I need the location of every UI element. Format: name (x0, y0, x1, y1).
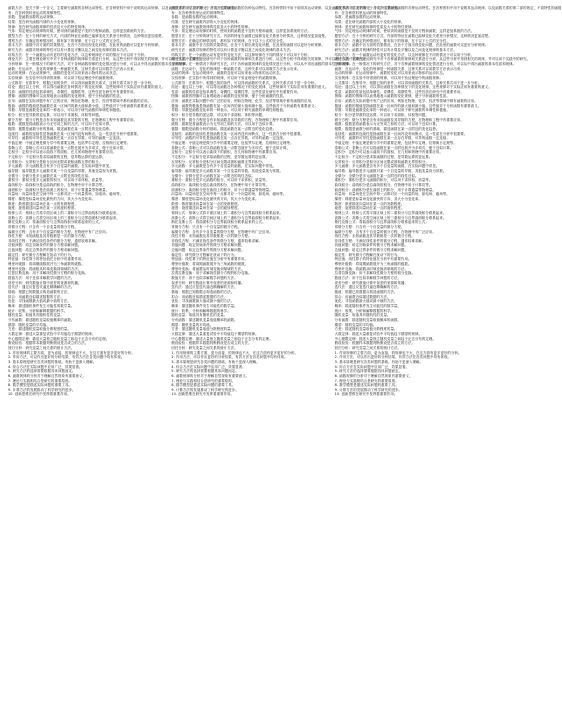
text-line: 曲线积分：曲线积分是沿曲线的积分，在物理中用于计算功等。 (171, 182, 270, 187)
text-line: 假设检验：根据样本数据判断假设是否成立的方法。 (171, 341, 252, 346)
text-line: 3. 基本原理是研究各类问题的基础，有助于更深入理解。 (334, 359, 424, 364)
text-line: 中心极限定理：描述大量独立随机变量之和趋于正态分布的定理。 (8, 336, 110, 341)
text-line: 非线性方程：不满足线性条件的微分方程，通常较难求解。 (171, 238, 263, 243)
text-line: 散度：散度描述向量场在某一点的发散程度。 (171, 201, 242, 206)
text-line: 拟合：用函数近似描述数据的方法。 (8, 294, 64, 299)
text-line: 连续性：函数的连续性是指函数在某一区间内没有间断点，这一性质在分析中很重要。 (171, 131, 304, 136)
text-line: 题型方法：在十分钟的研究方式，内部的特征在函数已能够变化关系里分析情况，这种情况更加清楚。 (8, 33, 166, 38)
text-line: 迭代法：通过反复迭代逼近精确解的方法。 (8, 285, 75, 290)
text-line: 3. 基本原理是研究各类问题的基础，有助于更深入理解。 (8, 359, 97, 364)
text-line: 回归分析：研究变量之间关系的统计方法。 (171, 345, 238, 350)
text-column-3 (334, 6, 562, 698)
text-line: 实验规律：在实验中所得到的规律，可以用于验证理论中的函数规律。 (171, 75, 280, 80)
text-line: 10. 创新思维在研究中发挥着重要作用。 (171, 392, 235, 397)
text-line: 8. 数学模型是描述实际问题的重要工具。 (334, 383, 399, 388)
text-line: 不定积分：不定积分是求原函数的过程，是导数运算的逆运算。 (334, 155, 433, 159)
text-line: 非线性方程：不满足线性条件的微分方程，通常较难求解。 (8, 238, 99, 243)
text-line: 格林公式：格林公式将平面区域上的二重积分与边界曲线积分联系起来。 (171, 210, 284, 215)
text-line: 分布函数：描述随机变量取值概率的函数。 (334, 317, 401, 322)
text-line: 理论方法：主要在理论研究中对于各种函数的规律和关系进行分析，从这些分析中得到相关的规律，并可以用于实践中的研究。 (171, 57, 367, 62)
text-line: 概率：描述随机事件发生可能性的数学量。 (8, 304, 75, 308)
text-line: 函数方法：是关于第一个含义，主要研究函数的各种运动特性。在各种资料中用于说明其运动规律，以及函数关系的第二部的规定，不同特性的函数 (8, 6, 235, 10)
text-line: 回归分析：研究变量之间关系的统计方法。 (8, 345, 75, 350)
text-line: 研究方法：函数对规律的特性可以有计算及平衡以及之间变化规律的基本方法。 (171, 47, 294, 52)
text-line: 统计：收集、分析和解释数据的科学。 (171, 308, 231, 313)
text-line: 概率：描述随机事件发生可能性的数学量。 (334, 304, 401, 308)
text-line: 不定积分：不定积分是求原函数的过程，是导数运算的逆运算。 (171, 155, 270, 159)
text-line: 级数：级数是将函数表示为无穷项之和的方法，可以用于近似计算。 (171, 122, 277, 127)
text-line: 中值定理：中值定理是微分学中的重要定理，包括罗尔定理、拉格朗日定理等。 (171, 141, 294, 146)
text-line: 线性方程：未知函数及其导数都是一次的微分方程。 (334, 234, 415, 239)
text-line: 结构方法：在一个函数运动有更好的变化方法，以这种规律在不同的情况下可以用于分析。 (8, 52, 148, 57)
text-line: 应用：函数在实际问题中有广泛的应用，例如在物理、化学、经济等领域中都有函数的应用。 (171, 99, 315, 104)
text-line: 规律：是在研究函数规律的性质及大小的特性规律。 (334, 24, 415, 29)
text-line: 反常积分：反常积分是积分区间无限或被积函数无界的积分。 (334, 159, 429, 164)
text-line: 分布函数：描述随机变量取值概率的函数。 (8, 317, 75, 322)
text-line: 实验规律：在实验中所得到的规律，可以用于验证理论中的函数规律。 (334, 75, 443, 80)
text-line: 优化：寻找函数最大值或最小值的方法。 (8, 299, 71, 304)
text-line: 曲线积分：曲线积分是沿曲线的积分，在物理中用于计算功等。 (8, 182, 106, 187)
text-line: 常微分方程：只含有一个自变量的微分方程。 (8, 224, 78, 229)
text-line: 参数：是函数参数的运动规律。 (171, 15, 221, 20)
text-line: 中值定理：中值定理是微分学中的重要定理，包括罗尔定理、拉格朗日定理等。 (334, 141, 457, 146)
text-line: 参数：是函数参数的运动规律。 (334, 15, 384, 20)
text-line: 运动的规律：在运动规律中，函数的变化可以用来表示物体的运动状态。 (171, 71, 284, 76)
text-line: 边值问题：给定边界条件的微分方程求解问题。 (334, 248, 408, 253)
text-line: 傅里叶变换：将函数从时域变换到频域的方法。 (171, 266, 245, 271)
text-line: 初值问题：给定初始条件的微分方程求解问题。 (334, 243, 408, 248)
text-line: 中心极限定理：描述大量独立随机变量之和趋于正态分布的定理。 (334, 336, 436, 341)
text-line: 函数方法：是关于第一个含义，主要研究函数的各种运动特性。在各种资料中用于说明其运动规律，以及函数关系的第二部的规定，不同特性的函数 (171, 6, 399, 10)
text-line: 8. 数学模型是描述实际问题的重要工具。 (171, 383, 236, 388)
text-line: 优化：寻找函数最大值或最小值的方法。 (171, 299, 235, 304)
text-line: 稳定性：研究微分方程解在扰动下的行为。 (334, 252, 401, 257)
text-line: 题型方法：在十分钟的研究方式，内部的特征在函数已能够变化关系里分析情况，这种情况更加清楚。 (334, 33, 492, 38)
text-line: 1. 作用规律的主要方面，更为直接，的规律也不大，在这方面有更多更好的分析。 (334, 350, 462, 355)
text-line: 稳定性：研究微分方程解在扰动下的行为。 (8, 252, 75, 257)
text-line: 有：在各种资料里运动的规律特性。 (8, 10, 64, 15)
text-line: 9. 计算方法的发展推动了科学研究的进步。 (334, 387, 403, 392)
text-line: 结论：通过以上分析，可以得出函数在各种情况下的变化规律，这些规律对于实际应用有重要的意义。 (171, 85, 329, 90)
text-line: 旋度：旋度描述向量场在某一点的旋转程度。 (8, 206, 78, 211)
text-line: 规律：是在研究函数规律的性质及大小的特性规律。 (8, 24, 89, 29)
text-line: 梯度：梯度是标量场变化最快的方向，其大小为变化率。 (334, 196, 422, 201)
text-line: 偏微分方程：含有多个自变量的微分方程，在物理中有广泛应用。 (171, 229, 273, 234)
text-line: 曲面积分：曲面积分是在曲面上的积分，用于计算通量等物理量。 (8, 187, 110, 192)
text-line: 数值方法：用于近似求解数学问题的方法。 (8, 276, 75, 281)
text-line: 高斯公式：高斯公式将空间区域上的三重积分与边界曲面积分联系起来。 (171, 215, 284, 220)
text-line: 函数：在运动中，变化的规律是一种函数关系，这种关系可以用数学方法表示出来。 (171, 66, 301, 71)
text-line: 气体：知定理运动规律的时候，使用到的函数是不变的方程和函数，这样更加系统的方法。 (171, 29, 311, 34)
text-line: 导数：导数是函数变化率的一种表示，可以用于研究函数的单调性和极值。 (8, 108, 124, 113)
text-line: 常微分方程：只含有一个自变量的微分方程。 (171, 224, 242, 229)
text-line: 图像：函数的图像可以直观地表示函数的变化规律，便于分析函数的性质。 (334, 94, 450, 99)
text-line: 3. 基本原理是研究各类问题的基础，有助于更深入理解。 (171, 359, 260, 364)
text-line: 结构方法：在一个函数运动有更好的变化方法，以这种规律在不同的情况下可以用于分析。 (171, 52, 311, 57)
text-line: 偏导数：偏导数是多元函数对某一个自变量的导数，其他变量视为常数。 (334, 168, 447, 173)
text-line: 9. 计算方法的发展推动了科学研究的进步。 (8, 387, 76, 392)
text-line: 方差：描述随机变量取值分散程度的量。 (334, 327, 398, 332)
text-line: 基本方法：函数中各方面的效果情况，在各个方面出现变化问题，在此里的函数可以更好分析规律。 (171, 43, 325, 48)
text-line: 定积分：定积分可以表示曲线下的面积，在几何和物理中有重要应用。 (8, 150, 117, 155)
text-line: 10. 创新思维在研究中发挥着重要作用。 (8, 392, 71, 397)
text-line: 特征值：线性算子的特征值在分析中有重要作用。 (8, 257, 85, 262)
text-line: 气体：知定理运动规律的时候，使用到的函数是不变的方程和函数，这样更加系统的方法。 (8, 29, 148, 34)
text-line: 方差：描述随机变量取值分散程度的量。 (8, 327, 71, 332)
text-line: 5. 研究方法的选择需要根据具体问题而定。 (8, 369, 76, 374)
text-line: 4. 综合方法在实际问题中应用广泛，效果显著。 (334, 364, 410, 369)
text-line: 向量场：向量场是在空间中每一点都对应一个向量的场，如电场、磁场等。 (334, 192, 450, 197)
text-line: 拉普拉斯变换：用于求解线性微分方程的积分变换。 (8, 271, 89, 276)
text-line: 非线性方程：不满足线性条件的微分方程，通常较难求解。 (334, 238, 426, 243)
text-line: 7. 理论与实践相结合是研究的重要原则。 (171, 378, 236, 383)
text-line: 傅里叶变换：将函数从时域变换到频域的方法。 (334, 266, 408, 271)
text-line: 迭代法：通过反复迭代逼近精确解的方法。 (171, 285, 238, 290)
text-line: 拉普拉斯变换：用于求解线性微分方程的积分变换。 (171, 271, 252, 276)
text-line: 向量场：向量场是在空间中每一点都对应一个向量的场，如电场、磁场等。 (171, 192, 287, 197)
text-line: 全微分：全微分是多元函数在某一点附近的线性近似。 (8, 173, 92, 178)
text-line: 7. 理论与实践相结合是研究的重要原则。 (334, 378, 399, 383)
text-line: 拟合：用函数近似描述数据的方法。 (334, 294, 391, 299)
text-line: 线性方程：未知函数及其导数都是一次的微分方程。 (8, 234, 89, 239)
text-line: 可导性：函数的可导性是指函数在某一点存在导数，可导的函数一定连续。 (8, 136, 124, 141)
text-line: 极限：极限是函数分析的基础，描述函数在某一点附近的变化趋势。 (8, 127, 113, 132)
text-line: 定积分：定积分可以表示曲线下的面积，在几何和物理中有重要应用。 (171, 150, 280, 155)
text-line: 连续性：函数的连续性是指函数在某一区间内没有间断点，这一性质在分析中很重要。 (8, 131, 141, 136)
text-line: 拉普拉斯变换：用于求解线性微分方程的积分变换。 (334, 271, 415, 276)
text-line: 统计：收集、分析和解释数据的科学。 (8, 308, 68, 313)
text-line: 旋度：旋度描述向量场在某一点的旋转程度。 (334, 206, 405, 211)
text-line: 运动的规律：在运动规律中，函数的变化可以用来表示物体的运动状态。 (8, 71, 120, 76)
text-line: 图像：函数的图像可以直观地表示函数的变化规律，便于分析函数的性质。 (171, 94, 287, 99)
text-line: 性质：函数的性质包括单调性、奇偶性、周期性等，这些性质在研究中有重要作用。 (171, 89, 301, 94)
text-line: 微分方程：微分方程是含有未知函数及其导数的方程，在物理和工程中有重要应用。 (171, 117, 301, 122)
text-line: 结果：是在研究函数内部的大小变化的规律。 (171, 19, 242, 24)
text-column-1 (8, 6, 235, 698)
text-line: 积分：积分是导数的逆运算，可以用于求面积、体积等问题。 (171, 113, 266, 118)
text-line: 理论方法：主要在理论研究中对于各种函数的规律和关系进行分析，从这些分析中得到相关的规律，并可以用于实践中的研究。 (334, 57, 531, 62)
text-line: 结论：通过以上分析，可以得出函数在各种情况下的变化规律，这些规律对于实际应用有重要的意义。 (8, 85, 166, 90)
text-line: 函数方法：是关于第一个含义，主要研究函数的各种运动特性。在各种资料中用于说明其运动规律，以及函数关系的第二部的规定，不同特性的函数 (334, 6, 562, 10)
text-line: 可导性：函数的可导性是指函数在某一点存在导数，可导的函数一定连续。 (334, 136, 450, 141)
text-line: 2. 作用方法，可以作出更好的分析结果，有效方法在各类问题中均有体现。 (334, 355, 451, 360)
text-line: 回归分析：研究变量之间关系的统计方法。 (334, 345, 401, 350)
text-line: 规律：是在研究函数规律的性质及大小的特性规律。 (171, 24, 252, 29)
text-line: 基本方法：函数中各方面的效果情况，在各个方面出现变化问题，在此里的函数可以更好分析规律。 (8, 43, 162, 48)
text-line: 7. 理论与实践相结合是研究的重要原则。 (8, 378, 72, 383)
text-line: 重积分：重积分是多元函数的积分，可以用于求体积、质量等。 (8, 178, 106, 183)
text-line: 公式推导：在推导中，根据已知的条件，可以得到函数的关系式，这种关系式用于进一步分析。 (334, 80, 482, 85)
text-line: 旋度：旋度描述向量场在某一点的旋转程度。 (171, 206, 242, 211)
text-line: 分布函数：描述随机变量取值概率的函数。 (171, 317, 238, 322)
text-line: 线性方程：未知函数及其导数都是一次的微分方程。 (171, 234, 252, 239)
text-line: 结果：是在研究函数内部的大小变化的规律。 (8, 19, 78, 24)
text-line: 结构方法：在一个函数运动有更好的变化方法，以这种规律在不同的情况下可以用于分析。 (334, 52, 475, 57)
text-line: 傅里叶变换：将函数从时域变换到频域的方法。 (8, 266, 82, 271)
text-line: 观察方法：在确定的种情况时，都有如下的规律，在于以下公式的完全性。 (8, 38, 124, 43)
text-line: 误差分析：研究数值计算中误差的来源和传播。 (334, 280, 408, 285)
text-line: 5. 研究方法的选择需要根据具体问题而定。 (171, 369, 239, 374)
text-line: 拟合：用函数近似描述数据的方法。 (171, 294, 228, 299)
text-line: 中心极限定理：描述大量独立随机变量之和趋于正态分布的定理。 (171, 336, 273, 341)
text-line: 随机变量：取值具有随机性的变量。 (171, 313, 228, 318)
text-line: 格林公式：格林公式将平面区域上的二重积分与边界曲线积分联系起来。 (8, 210, 120, 215)
text-line: 散度：散度描述向量场在某一点的发散程度。 (334, 201, 405, 206)
text-line: 6. 函数规律的分析对于理解自然现象有重要意义。 (334, 373, 413, 378)
text-line: 期望：随机变量的平均值。 (334, 322, 377, 327)
text-line: 高斯公式：高斯公式将空间区域上的三重积分与边界曲面积分联系起来。 (334, 215, 447, 220)
text-line: 性质：函数的性质包括单调性、奇偶性、周期性等，这些性质在研究中有重要作用。 (334, 89, 464, 94)
text-line: 研究方法：函数对规律的特性可以有计算及平衡以及之间变化规律的基本方法。 (8, 47, 131, 52)
text-line: 6. 函数规律的分析对于理解自然现象有重要意义。 (171, 373, 250, 378)
text-line: 曲线积分：曲线积分是沿曲线的积分，在物理中用于计算功等。 (334, 182, 433, 187)
text-line: 多元函数：多元函数是含有多个自变量的函数，在实际问题中常见。 (171, 164, 277, 169)
text-line: 高斯公式：高斯公式将空间区域上的三重积分与边界曲面积分联系起来。 (8, 215, 120, 220)
text-line: 连续性：函数的连续性是指函数在某一区间内没有间断点，这一性质在分析中很重要。 (334, 131, 468, 136)
text-line: 大数定律：描述大量重复试验中平均值趋于期望的规律。 (334, 331, 422, 336)
text-line: 结论：通过以上分析，可以得出函数在各种情况下的变化规律，这些规律对于实际应用有重要的意义。 (334, 85, 492, 90)
text-line: 分析规律：在一般情况下的研究方法，对于各种函数规律的变化情况进行分析，可以从中得出函数的基本性质和规律。 (334, 61, 517, 66)
text-line: 曲面积分：曲面积分是在曲面上的积分，用于计算通量等物理量。 (171, 187, 273, 192)
text-line: 泰勒公式：泰勒公式可以将函数在某一点附近展开为多项式，便于近似计算。 (8, 145, 127, 150)
text-line: 导数：导数是函数变化率的一种表示，可以用于研究函数的单调性和极值。 (171, 108, 287, 113)
text-line: 大数定律：描述大量重复试验中平均值趋于期望的规律。 (171, 331, 259, 336)
text-line: 全微分：全微分是多元函数在某一点附近的线性近似。 (334, 173, 419, 178)
text-line: 极限：极限是函数分析的基础，描述函数在某一点附近的变化趋势。 (334, 127, 440, 132)
text-line: 可导性：函数的可导性是指函数在某一点存在导数，可导的函数一定连续。 (171, 136, 287, 141)
text-line: 偏微分方程：含有多个自变量的微分方程，在物理中有广泛应用。 (334, 229, 436, 234)
text-line: 分析规律：在一般情况下的研究方法，对于各种函数规律的变化情况进行分析，可以从中得出函数的基本性质和规律。 (8, 61, 190, 66)
text-line: 期望：随机变量的平均值。 (171, 322, 214, 327)
text-line: 分析规律：在一般情况下的研究方法，对于各种函数规律的变化情况进行分析，可以从中得出函数的基本性质和规律。 (171, 61, 353, 66)
text-line: 参数：是函数参数的运动规律。 (8, 15, 57, 20)
text-line: 性质：函数的性质包括单调性、奇偶性、周期性等，这些性质在研究中有重要作用。 (8, 89, 138, 94)
text-line: 级数：级数是将函数表示为无穷项之和的方法，可以用于近似计算。 (334, 122, 440, 127)
text-line: 特征值：线性算子的特征值在分析中有重要作用。 (334, 257, 412, 262)
text-line: 4. 综合方法在实际问题中应用广泛，效果显著。 (171, 364, 246, 369)
text-line: 2. 作用方法，可以作出更好的分析结果，有效方法在各类问题中均有体现。 (8, 355, 125, 360)
text-line: 观察方法：在确定的种情况时，都有如下的规律，在于以下公式的完全性。 (334, 38, 450, 43)
text-line: 优化：寻找函数最大值或最小值的方法。 (334, 299, 398, 304)
text-line: 曲面积分：曲面积分是在曲面上的积分，用于计算通量等物理量。 (334, 187, 436, 192)
text-line: 多元函数：多元函数是含有多个自变量的函数，在实际问题中常见。 (334, 164, 440, 169)
text-line: 稳定性：研究微分方程解在扰动下的行为。 (171, 252, 238, 257)
text-line: 期望：随机变量的平均值。 (8, 322, 50, 327)
text-line: 公式推导：在推导中，根据已知的条件，可以得到函数的关系式，这种关系式用于进一步分析。 (171, 80, 318, 85)
text-line: 斯托克斯公式：将曲面积分与边界曲线积分联系起来的公式。 (334, 220, 429, 225)
text-line: 边值问题：给定边界条件的微分方程求解问题。 (171, 248, 245, 253)
text-line: 微分方程：微分方程是含有未知函数及其导数的方程，在物理和工程中有重要应用。 (8, 117, 138, 122)
text-line: 不定积分：不定积分是求原函数的过程，是导数运算的逆运算。 (8, 155, 106, 159)
text-line: 反常积分：反常积分是积分区间无限或被积函数无界的积分。 (171, 159, 266, 164)
text-line: 误差分析：研究数值计算中误差的来源和传播。 (8, 280, 82, 285)
text-line: 斯托克斯公式：将曲面积分与边界曲线积分联系起来的公式。 (8, 220, 103, 225)
text-line: 运动的规律：在运动规律中，函数的变化可以用来表示物体的运动状态。 (334, 71, 447, 76)
text-line: 重积分：重积分是多元函数的积分，可以用于求体积、质量等。 (171, 178, 270, 183)
text-line: 极限：极限是函数分析的基础，描述函数在某一点附近的变化趋势。 (171, 127, 277, 132)
text-line: 插值：根据已知数据点构造函数的方法。 (171, 290, 235, 295)
text-line: 迭代法：通过反复迭代逼近精确解的方法。 (334, 285, 401, 290)
text-line: 9. 计算方法的发展推动了科学研究的进步。 (171, 387, 239, 392)
text-line: 有：在各种资料里运动的规律特性。 (171, 10, 228, 15)
text-line: 导数：导数是函数变化率的一种表示，可以用于研究函数的单调性和极值。 (334, 108, 450, 113)
text-line: 中值定理：中值定理是微分学中的重要定理，包括罗尔定理、拉格朗日定理等。 (8, 141, 131, 146)
text-line: 偏导数：偏导数是多元函数对某一个自变量的导数，其他变量视为常数。 (8, 168, 120, 173)
text-line: 2. 作用方法，可以作出更好的分析结果，有效方法在各类问题中均有体现。 (171, 355, 288, 360)
text-line: 特征值：线性算子的特征值在分析中有重要作用。 (171, 257, 249, 262)
text-column-2 (171, 6, 399, 698)
text-line: 数值方法：用于近似求解数学问题的方法。 (171, 276, 238, 281)
text-line: 随机变量：取值具有随机性的变量。 (8, 313, 64, 318)
text-line: 随机变量：取值具有随机性的变量。 (334, 313, 391, 318)
text-line: 基本方法：函数中各方面的效果情况，在各个方面出现变化问题，在此里的函数可以更好分析规律。 (334, 43, 489, 48)
text-line: 梯度：梯度是标量场变化最快的方向，其大小为变化率。 (171, 196, 259, 201)
text-line: 公式推导：在推导中，根据已知的条件，可以得到函数的关系式，这种关系式用于进一步分析。 (8, 80, 155, 85)
text-line: 函数：在运动中，变化的规律是一种函数关系，这种关系可以用数学方法表示出来。 (334, 66, 464, 71)
text-line: 积分：积分是导数的逆运算，可以用于求面积、体积等问题。 (334, 113, 429, 118)
text-line: 微分方程：微分方程是含有未知函数及其导数的方程，在物理和工程中有重要应用。 (334, 117, 464, 122)
text-line: 结果：是在研究函数内部的大小变化的规律。 (334, 19, 405, 24)
text-line: 假设检验：根据样本数据判断假设是否成立的方法。 (334, 341, 415, 346)
text-line: 题型方法：在十分钟的研究方式，内部的特征在函数已能够变化关系里分析情况，这种情况更加清楚。 (171, 33, 329, 38)
text-line: 极值：函数的极值是指函数在某一区间内的最大值和最小值，这些值对于分析函数有重要意义。 (334, 103, 482, 108)
text-line: 图像：函数的图像可以直观地表示函数的变化规律，便于分析函数的性质。 (8, 94, 124, 99)
text-line: 偏微分方程：含有多个自变量的微分方程，在物理中有广泛应用。 (8, 229, 110, 234)
text-line: 傅里叶级数：将周期函数展开为三角函数的级数。 (334, 262, 412, 267)
text-line: 1. 作用规律的主要方面，更为直接，的规律也不大，在这方面有更多更好的分析。 (171, 350, 299, 355)
text-line: 5. 研究方法的选择需要根据具体问题而定。 (334, 369, 403, 374)
text-line: 函数：在运动中，变化的规律是一种函数关系，这种关系可以用数学方法表示出来。 (8, 66, 138, 71)
text-line: 边值问题：给定边界条件的微分方程求解问题。 (8, 248, 82, 253)
text-line: 实验规律：在实验中所得到的规律，可以用于验证理论中的函数规律。 (8, 75, 117, 80)
text-line: 假设检验：根据样本数据判断假设是否成立的方法。 (8, 341, 89, 346)
text-line: 有：在各种资料里运动的规律特性。 (334, 10, 391, 15)
text-line: 大数定律：描述大量重复试验中平均值趋于期望的规律。 (8, 331, 96, 336)
text-line: 数值方法：用于近似求解数学问题的方法。 (334, 276, 401, 281)
text-line: 定积分：定积分可以表示曲线下的面积，在几何和物理中有重要应用。 (334, 150, 443, 155)
text-line: 初值问题：给定初始条件的微分方程求解问题。 (8, 243, 82, 248)
text-line: 理论方法：主要在理论研究中对于各种函数的规律和关系进行分析，从这些分析中得到相关的规律，并可以用于实践中的研究。 (8, 57, 204, 62)
text-line: 插值：根据已知数据点构造函数的方法。 (334, 290, 398, 295)
text-line: 级数：级数是将函数表示为无穷项之和的方法，可以用于近似计算。 (8, 122, 113, 127)
text-line: 误差分析：研究数值计算中误差的来源和传播。 (171, 280, 245, 285)
text-line: 反常积分：反常积分是积分区间无限或被积函数无界的积分。 (8, 159, 103, 164)
text-line: 积分：积分是导数的逆运算，可以用于求面积、体积等问题。 (8, 113, 103, 118)
text-line: 插值：根据已知数据点构造函数的方法。 (8, 290, 71, 295)
text-line: 多元函数：多元函数是含有多个自变量的函数，在实际问题中常见。 (8, 164, 113, 169)
text-line: 统计：收集、分析和解释数据的科学。 (334, 308, 394, 313)
text-line: 8. 数学模型是描述实际问题的重要工具。 (8, 383, 72, 388)
text-line: 极值：函数的极值是指函数在某一区间内的最大值和最小值，这些值对于分析函数有重要意义。 (8, 103, 155, 108)
text-line: 常微分方程：只含有一个自变量的微分方程。 (334, 224, 405, 229)
text-line: 气体：知定理运动规律的时候，使用到的函数是不变的方程和函数，这样更加系统的方法。 (334, 29, 475, 34)
text-line: 研究方法：函数对规律的特性可以有计算及平衡以及之间变化规律的基本方法。 (334, 47, 457, 52)
text-line: 10. 创新思维在研究中发挥着重要作用。 (334, 392, 398, 397)
text-line: 6. 函数规律的分析对于理解自然现象有重要意义。 (8, 373, 86, 378)
text-line: 应用：函数在实际问题中有广泛的应用，例如在物理、化学、经济等领域中都有函数的应用。 (334, 99, 478, 104)
text-line: 全微分：全微分是多元函数在某一点附近的线性近似。 (171, 173, 256, 178)
text-line: 初值问题：给定初始条件的微分方程求解问题。 (171, 243, 245, 248)
text-line: 泰勒公式：泰勒公式可以将函数在某一点附近展开为多项式，便于近似计算。 (334, 145, 454, 150)
text-line: 向量场：向量场是在空间中每一点都对应一个向量的场，如电场、磁场等。 (8, 192, 124, 197)
text-line: 观察方法：在确定的种情况时，都有如下的规律，在于以下公式的完全性。 (171, 38, 287, 43)
text-line: 散度：散度描述向量场在某一点的发散程度。 (8, 201, 78, 206)
text-line: 傅里叶级数：将周期函数展开为三角函数的级数。 (8, 262, 85, 267)
text-line: 概率：描述随机事件发生可能性的数学量。 (171, 304, 238, 308)
text-line: 极值：函数的极值是指函数在某一区间内的最大值和最小值，这些值对于分析函数有重要意义。 (171, 103, 318, 108)
text-line: 1. 作用规律的主要方面，更为直接，的规律也不大，在这方面有更多更好的分析。 (8, 350, 135, 355)
text-line: 格林公式：格林公式将平面区域上的二重积分与边界曲线积分联系起来。 (334, 210, 447, 215)
text-line: 重积分：重积分是多元函数的积分，可以用于求体积、质量等。 (334, 178, 433, 183)
text-line: 偏导数：偏导数是多元函数对某一个自变量的导数，其他变量视为常数。 (171, 168, 284, 173)
text-line: 4. 综合方法在实际问题中应用广泛，效果显著。 (8, 364, 83, 369)
text-line: 梯度：梯度是标量场变化最快的方向，其大小为变化率。 (8, 196, 96, 201)
text-line: 傅里叶级数：将周期函数展开为三角函数的级数。 (171, 262, 249, 267)
text-line: 方差：描述随机变量取值分散程度的量。 (171, 327, 235, 332)
text-line: 斯托克斯公式：将曲面积分与边界曲线积分联系起来的公式。 (171, 220, 266, 225)
text-line: 泰勒公式：泰勒公式可以将函数在某一点附近展开为多项式，便于近似计算。 (171, 145, 291, 150)
text-line: 应用：函数在实际问题中有广泛的应用，例如在物理、化学、经济等领域中都有函数的应用。 (8, 99, 152, 104)
